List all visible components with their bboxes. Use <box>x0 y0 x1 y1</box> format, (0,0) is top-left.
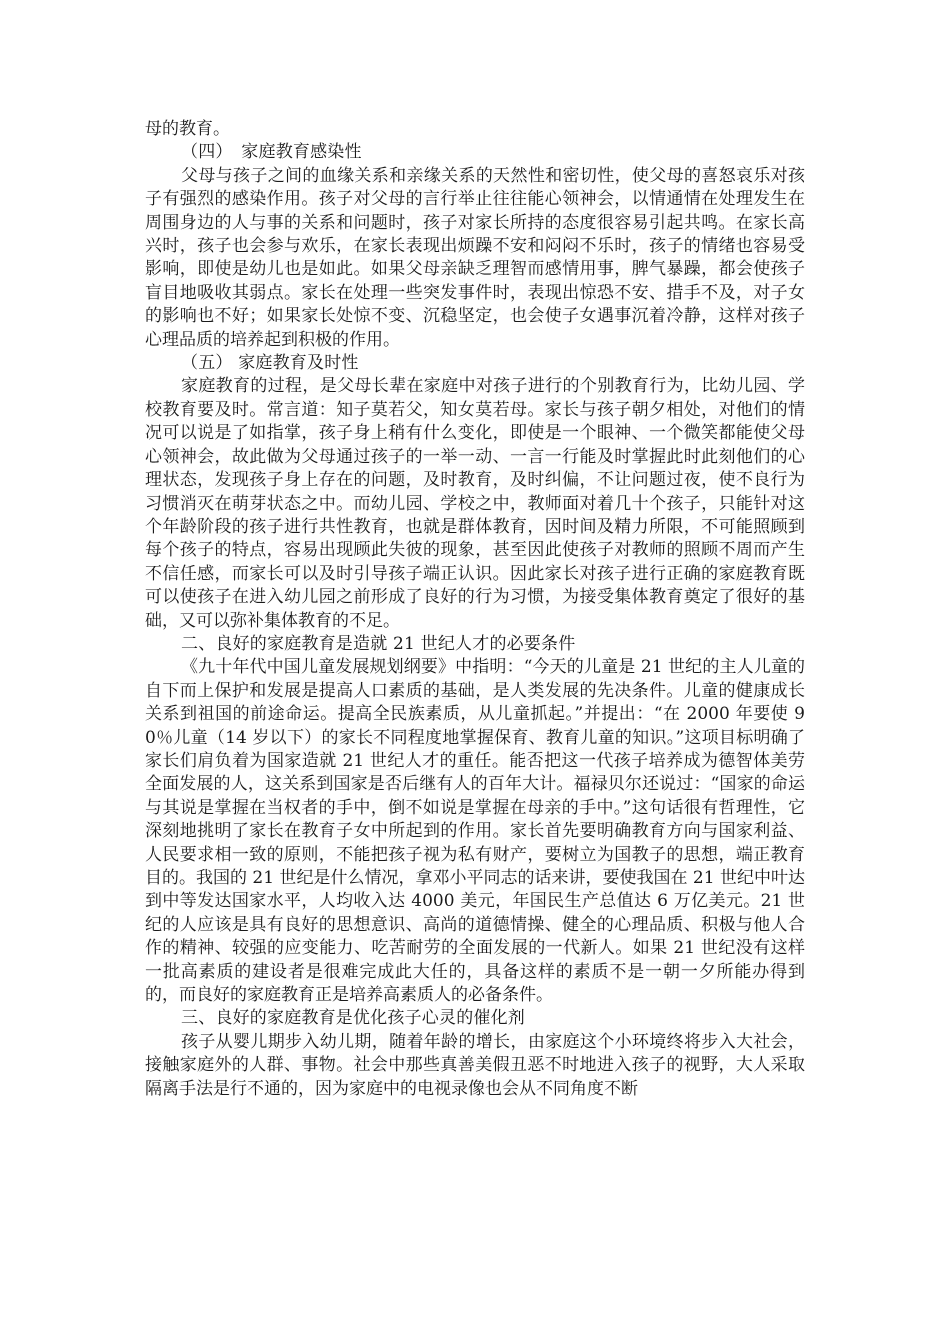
paragraph-21st-century: 《九十年代中国儿童发展规划纲要》中指明：“今天的儿童是 21 世纪的主人儿童的自下而上保护和发展是提高人口素质的基础，是人类发展的先决条件。儿童的健康成长关系到祖国的前途命运。提高全民族素质，从儿童抓起。”并提出：“在 2000 年要使 90％儿童（14 岁以下）的家长不同程度地掌握保育、教育儿童的知识。”这项目标明确了家长们肩负着为国家造就 21 世纪人才的重任。能否把这一代孩子培养成为德智体美劳全面发展的人，这关系到国家是否后继有人的百年大计。福禄贝尔还说过：“国家的命运与其说是掌握在当权者的手中，倒不如说是掌握在母亲的手中。”这句话很有哲理性，它深刻地挑明了家长在教育子女中所起到的作用。家长首先要明确教育方向与国家利益、人民要求相一致的原则，不能把孩子视为私有财产，要树立为国教子的思想，端正教育目的。我国的 21 世纪是什么情况，拿邓小平同志的话来讲，要使我国在 21 世纪中叶达到中等发达国家水平，人均收入达 4000 美元，年国民生产总值达 6 万亿美元。21 世纪的人应该是具有良好的思想意识、高尚的道德情操、健全的心理品质、积极与他人合作的精神、较强的应变能力、吃苦耐劳的全面发展的一代新人。如果 21 世纪没有这样一批高素质的建设者是很难完成此大任的，具备这样的素质不是一朝一夕所能办得到的，而良好的家庭教育正是培养高素质人的必备条件。 <box>145 657 805 1006</box>
section-heading-5: （五） 家庭教育及时性 <box>181 353 359 374</box>
paragraph-infection: 父母与孩子之间的血缘关系和亲缘关系的天然性和密切性，使父母的喜怒哀乐对孩子有强烈的感染作用。孩子对父母的言行举止往往能心领神会，以情通情在处理发生在周围身边的人与事的关系和问题时，孩子对家长所持的态度很容易引起共鸣。在家长高兴时，孩子也会参与欢乐，在家长表现出烦躁不安和闷闷不乐时，孩子的情绪也容易受影响，即使是幼儿也是如此。如果父母亲缺乏理智而感情用事，脾气暴躁，都会使孩子盲目地吸收其弱点。家长在处理一些突发事件时，表现出惊恐不安、措手不及，对子女的影响也不好；如果家长处惊不变、沉稳坚定，也会使子女遇事沉着冷静，这样对孩子心理品质的培养起到积极的作用。 <box>145 165 805 350</box>
document-page <box>145 118 805 1101</box>
section-heading-3: 三、良好的家庭教育是优化孩子心灵的催化剂 <box>181 1008 525 1029</box>
paragraph-continuation: 母的教育。 <box>145 119 230 139</box>
section-heading-2: 二、良好的家庭教育是造就 21 世纪人才的必要条件 <box>181 633 576 654</box>
section-heading-4: （四） 家庭教育感染性 <box>181 142 362 163</box>
paragraph-catalyst: 孩子从婴儿期步入幼儿期，随着年龄的增长，由家庭这个小环境终将步入大社会，接触家庭外的人群、事物。社会中那些真善美假丑恶不时地进入孩子的视野，大人采取隔离手法是行不通的，因为家庭中的电视录像也会从不同角度不断 <box>145 1031 805 1099</box>
paragraph-timeliness: 家庭教育的过程，是父母长辈在家庭中对孩子进行的个别教育行为，比幼儿园、学校教育要及时。常言道：知子莫若父，知女莫若母。家长与孩子朝夕相处，对他们的情况可以说是了如指掌，孩子身上稍有什么变化，即使是一个眼神、一个微笑都能使父母心领神会，故此做为父母通过孩子的一举一动、一言一行能及时掌握此时此刻他们的心理状态，发现孩子身上存在的问题，及时教育，及时纠偏，不让问题过夜，使不良行为习惯消灭在萌芽状态之中。而幼儿园、学校之中，教师面对着几十个孩子，只能针对这个年龄阶段的孩子进行共性教育，也就是群体教育，因时间及精力所限，不可能照顾到每个孩子的特点，容易出现顾此失彼的现象，甚至因此使孩子对教师的照顾不周而产生不信任感，而家长可以及时引导孩子端正认识。因此家长对孩子进行正确的家庭教育既可以使孩子在进入幼儿园之前形成了良好的行为习惯，为接受集体教育奠定了很好的基础，又可以弥补集体教育的不足。 <box>145 376 805 631</box>
